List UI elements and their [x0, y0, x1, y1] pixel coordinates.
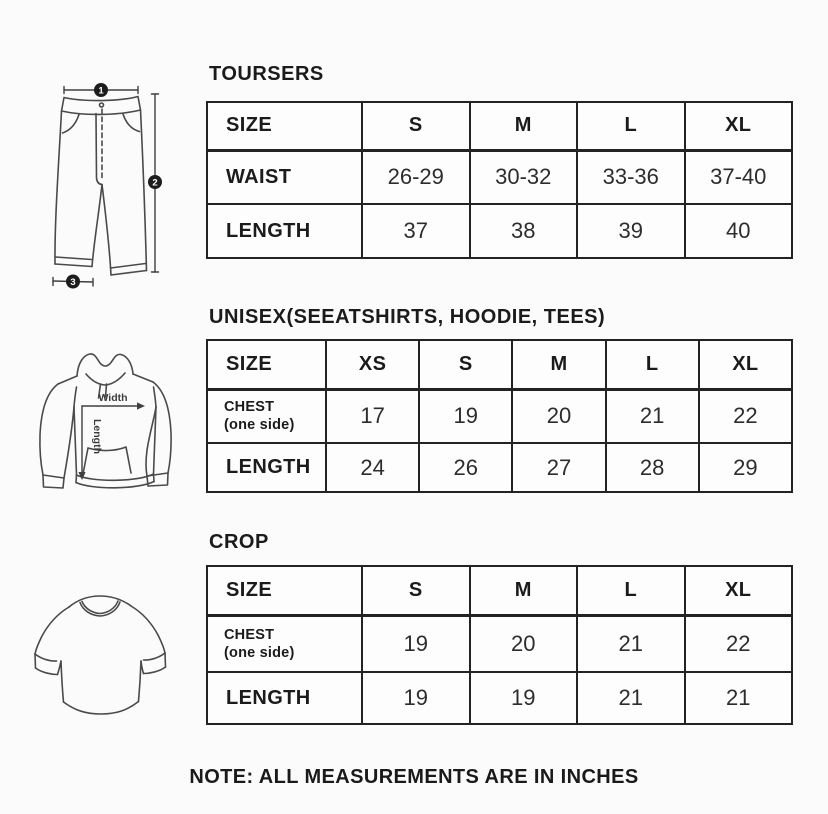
size-value-cell: 24 — [326, 443, 419, 492]
size-value-cell: 40 — [685, 204, 793, 258]
hoodie-illustration — [30, 335, 200, 505]
size-value-cell: 39 — [577, 204, 685, 258]
size-value-cell: 19 — [362, 672, 470, 724]
column-header-s: S — [362, 102, 470, 150]
row-label-length: LENGTH — [207, 672, 362, 724]
size-value-cell: 20 — [470, 615, 578, 672]
size-value-cell: 19 — [419, 389, 512, 443]
unisex-size-table — [206, 339, 793, 493]
row-label-chest: CHEST (one side) — [207, 615, 362, 672]
hoodie-line-drawing — [30, 335, 200, 505]
length-arrow-label: Length — [91, 419, 103, 454]
size-value-cell: 22 — [685, 615, 793, 672]
crop-size-table — [206, 565, 793, 725]
table-row — [207, 389, 792, 443]
size-value-cell: 22 — [699, 389, 792, 443]
column-header-s: S — [419, 340, 512, 389]
section-title-unisex: UNISEX(SEEATSHIRTS, HOODIE, TEES) — [209, 306, 606, 328]
table-row — [207, 443, 792, 492]
size-value-cell: 29 — [699, 443, 792, 492]
size-value-cell: 21 — [685, 672, 793, 724]
column-header-m: M — [512, 340, 605, 389]
size-value-cell: 21 — [606, 389, 699, 443]
column-header-size: SIZE — [207, 566, 362, 615]
size-value-cell: 37-40 — [685, 150, 793, 204]
row-label-length: LENGTH — [207, 204, 362, 258]
width-arrow-label: Width — [98, 392, 128, 404]
crop-top-line-drawing — [28, 588, 178, 738]
size-value-cell: 21 — [577, 672, 685, 724]
size-value-cell: 17 — [326, 389, 419, 443]
column-header-xl: XL — [699, 340, 792, 389]
measurements-note: NOTE: ALL MEASUREMENTS ARE IN INCHES — [189, 766, 639, 788]
marker-1-label: 1 — [98, 85, 104, 97]
trousers-illustration — [22, 82, 182, 297]
crop-top-illustration — [28, 588, 178, 738]
marker-2-label: 2 — [152, 177, 158, 189]
column-header-size: SIZE — [207, 340, 326, 389]
column-header-xs: XS — [326, 340, 419, 389]
column-header-size: SIZE — [207, 102, 362, 150]
size-value-cell: 21 — [577, 615, 685, 672]
column-header-m: M — [470, 566, 578, 615]
table-row — [207, 615, 792, 672]
size-value-cell: 33-36 — [577, 150, 685, 204]
column-header-xl: XL — [685, 566, 793, 615]
column-header-xl: XL — [685, 102, 793, 150]
column-header-l: L — [577, 102, 685, 150]
row-label-chest: CHEST (one side) — [207, 389, 326, 443]
size-value-cell: 19 — [470, 672, 578, 724]
column-header-l: L — [577, 566, 685, 615]
table-row — [207, 150, 792, 204]
size-value-cell: 30-32 — [470, 150, 578, 204]
marker-3-label: 3 — [70, 276, 76, 288]
size-value-cell: 26 — [419, 443, 512, 492]
size-value-cell: 26-29 — [362, 150, 470, 204]
size-value-cell: 38 — [470, 204, 578, 258]
column-header-m: M — [470, 102, 578, 150]
table-row — [207, 672, 792, 724]
column-header-l: L — [606, 340, 699, 389]
size-value-cell: 28 — [606, 443, 699, 492]
trousers-line-drawing — [22, 82, 182, 297]
table-row — [207, 204, 792, 258]
size-value-cell: 37 — [362, 204, 470, 258]
size-value-cell: 19 — [362, 615, 470, 672]
row-label-length: LENGTH — [207, 443, 326, 492]
size-value-cell: 20 — [512, 389, 605, 443]
section-title-trousers: TOURSERS — [209, 63, 324, 85]
row-label-waist: WAIST — [207, 150, 362, 204]
trousers-size-table — [206, 101, 793, 259]
column-header-s: S — [362, 566, 470, 615]
size-value-cell: 27 — [512, 443, 605, 492]
section-title-crop: CROP — [209, 531, 269, 553]
